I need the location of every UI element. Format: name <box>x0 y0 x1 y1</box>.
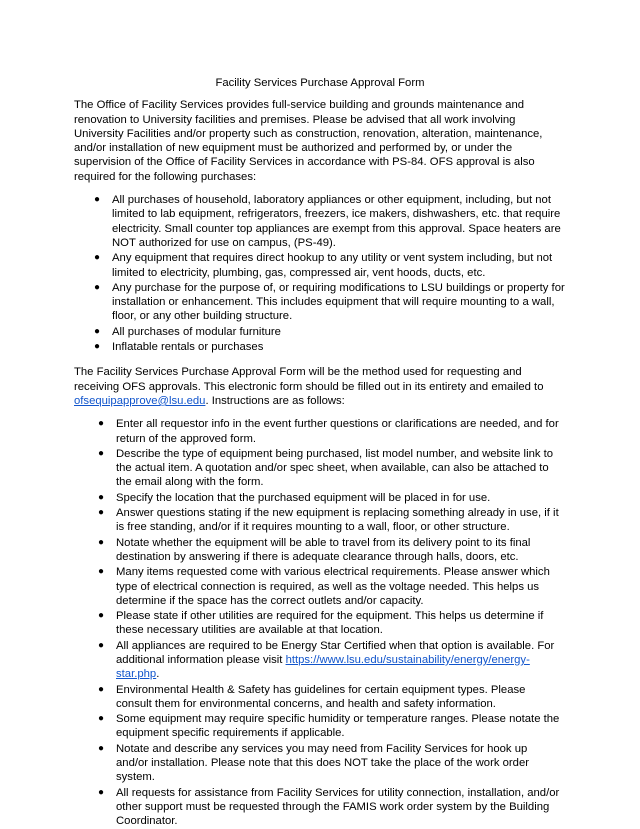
list-item-text: Notate and describe any services you may need from Facility Services for hook up and/or installation. Please note that this does NOT take the place of the work order system. <box>116 742 529 784</box>
energy-star-text: All appliances are required to be Energy Star Certified when that option is available. For additional information please visit <box>116 639 555 666</box>
bullet-icon: ● <box>98 566 105 578</box>
list-item <box>74 786 560 829</box>
bullet-icon: ● <box>98 639 105 651</box>
list-item <box>74 609 560 638</box>
list-item-text: Environmental Health & Safety has guidelines for certain equipment types. Please consult them for environmental concerns, and health and safety information. <box>116 683 526 710</box>
list-item-text: Describe the type of equipment being purchased, list model number, and website link to the actual item. A quotation and/or spec sheet, when available, can also be attached to the email along with the form. <box>116 447 554 489</box>
bullet-icon: ● <box>94 341 101 353</box>
list-item-text: All purchases of modular furniture <box>112 325 281 338</box>
list-item <box>74 506 560 535</box>
list-item-text: Any purchase for the purpose of, or requiring modifications to LSU buildings or property for installation or enhancement. This includes equipment that will require mounting to a wall, floor, or any other building structure. <box>112 281 565 323</box>
list-item <box>74 447 560 490</box>
method-text: The Facility Services Purchase Approval Form will be the method used for requesting and receiving OFS approvals. This electronic form should be filled out in its entirety and emailed to <box>74 366 544 393</box>
list-item-text: All requests for assistance from Facility Services for utility connection, installation, and/or other support must be requested through the FAMIS work order system by the Building Coordinator. <box>116 786 560 828</box>
list-item <box>74 340 566 354</box>
list-item <box>74 742 560 785</box>
bullet-icon: ● <box>98 447 105 459</box>
page-title: Facility Services Purchase Approval Form <box>215 77 425 89</box>
list-item <box>74 325 566 339</box>
bullet-icon: ● <box>98 418 105 430</box>
bullet-icon: ● <box>98 683 105 695</box>
energy-star-suffix: . <box>156 668 160 681</box>
list-item <box>74 417 560 446</box>
purchases-list <box>74 193 566 354</box>
list-item-text: Inflatable rentals or purchases <box>112 341 264 354</box>
list-item-text: Specify the location that the purchased equipment will be placed in for use. <box>116 491 491 504</box>
list-item-text: Many items requested come with various electrical requirements. Please answer which type of electrical connection is required, as well as the voltage needed. This helps us determine if the space has the correct outlets and/or capacity. <box>116 566 550 607</box>
list-item <box>74 712 560 741</box>
instructions-list <box>74 417 566 828</box>
bullet-icon: ● <box>98 491 105 503</box>
bullet-icon: ● <box>98 713 105 725</box>
bullet-icon: ● <box>98 507 105 519</box>
list-item-text: Answer questions stating if the new equipment is replacing something already in use, if it is free standing, and/or if it requires mounting to a wall, floor, or other structure. <box>116 507 559 534</box>
bullet-icon: ● <box>94 194 101 206</box>
list-item-text: Please state if other utilities are required for the equipment. This helps us determine if these necessary utilities are available at that location. <box>116 610 544 637</box>
energy-star-link[interactable]: https://www.lsu.edu/sustainability/energy/energy-star.php <box>116 653 530 681</box>
method-suffix: . Instructions are as follows: <box>205 394 345 407</box>
list-item <box>74 491 560 505</box>
list-item <box>74 683 560 712</box>
bullet-icon: ● <box>98 610 105 622</box>
list-item <box>74 251 566 280</box>
list-item-text: Notate whether the equipment will be able to travel from its delivery point to its final destination by answering if there is adequate clearance through halls, doors, etc. <box>116 536 531 563</box>
bullet-icon: ● <box>94 325 101 337</box>
bullet-icon: ● <box>98 742 105 754</box>
list-item-text: Some equipment may require specific humidity or temperature ranges. Please notate the equipment specific requirements if applicable. <box>116 713 560 740</box>
bullet-icon: ● <box>98 536 105 548</box>
bullet-icon: ● <box>98 786 105 798</box>
intro-paragraph: The Office of Facility Services provides full-service building and grounds maintenance and renovation to University facilities and premises. Please be advised that all work involving University Facilities and/or property such as construction, renovation, alteration, maintenance, and/or installation of new equipment must be authorized and performed by, or under the supervision of the Office of Facility Services in accordance with PS-84. OFS approval is also required for the following purchases: <box>74 99 543 183</box>
list-item <box>74 281 566 324</box>
list-item <box>74 565 560 608</box>
list-item-text: Any equipment that requires direct hookup to any utility or vent system including, but not limited to electricity, plumbing, gas, compressed air, vent hoods, ducts, etc. <box>112 252 553 279</box>
list-item <box>74 536 560 565</box>
bullet-icon: ● <box>94 281 101 293</box>
method-paragraph <box>74 365 566 408</box>
list-item-text: All purchases of household, laboratory appliances or other equipment, including, but not limited to lab equipment, refrigerators, freezers, ice makers, dishwashers, etc. that require electricity. Small counter top appliances are exempt from this approval. Space heaters are NOT authorized for use on campus, (PS-49). <box>112 194 561 249</box>
list-item <box>74 193 566 250</box>
list-item <box>74 639 560 682</box>
email-link[interactable]: ofsequipapprove@lsu.edu <box>74 394 206 407</box>
bullet-icon: ● <box>94 252 101 264</box>
list-item-text: Enter all requestor info in the event further questions or clarifications are needed, and for return of the approved form. <box>116 418 559 445</box>
